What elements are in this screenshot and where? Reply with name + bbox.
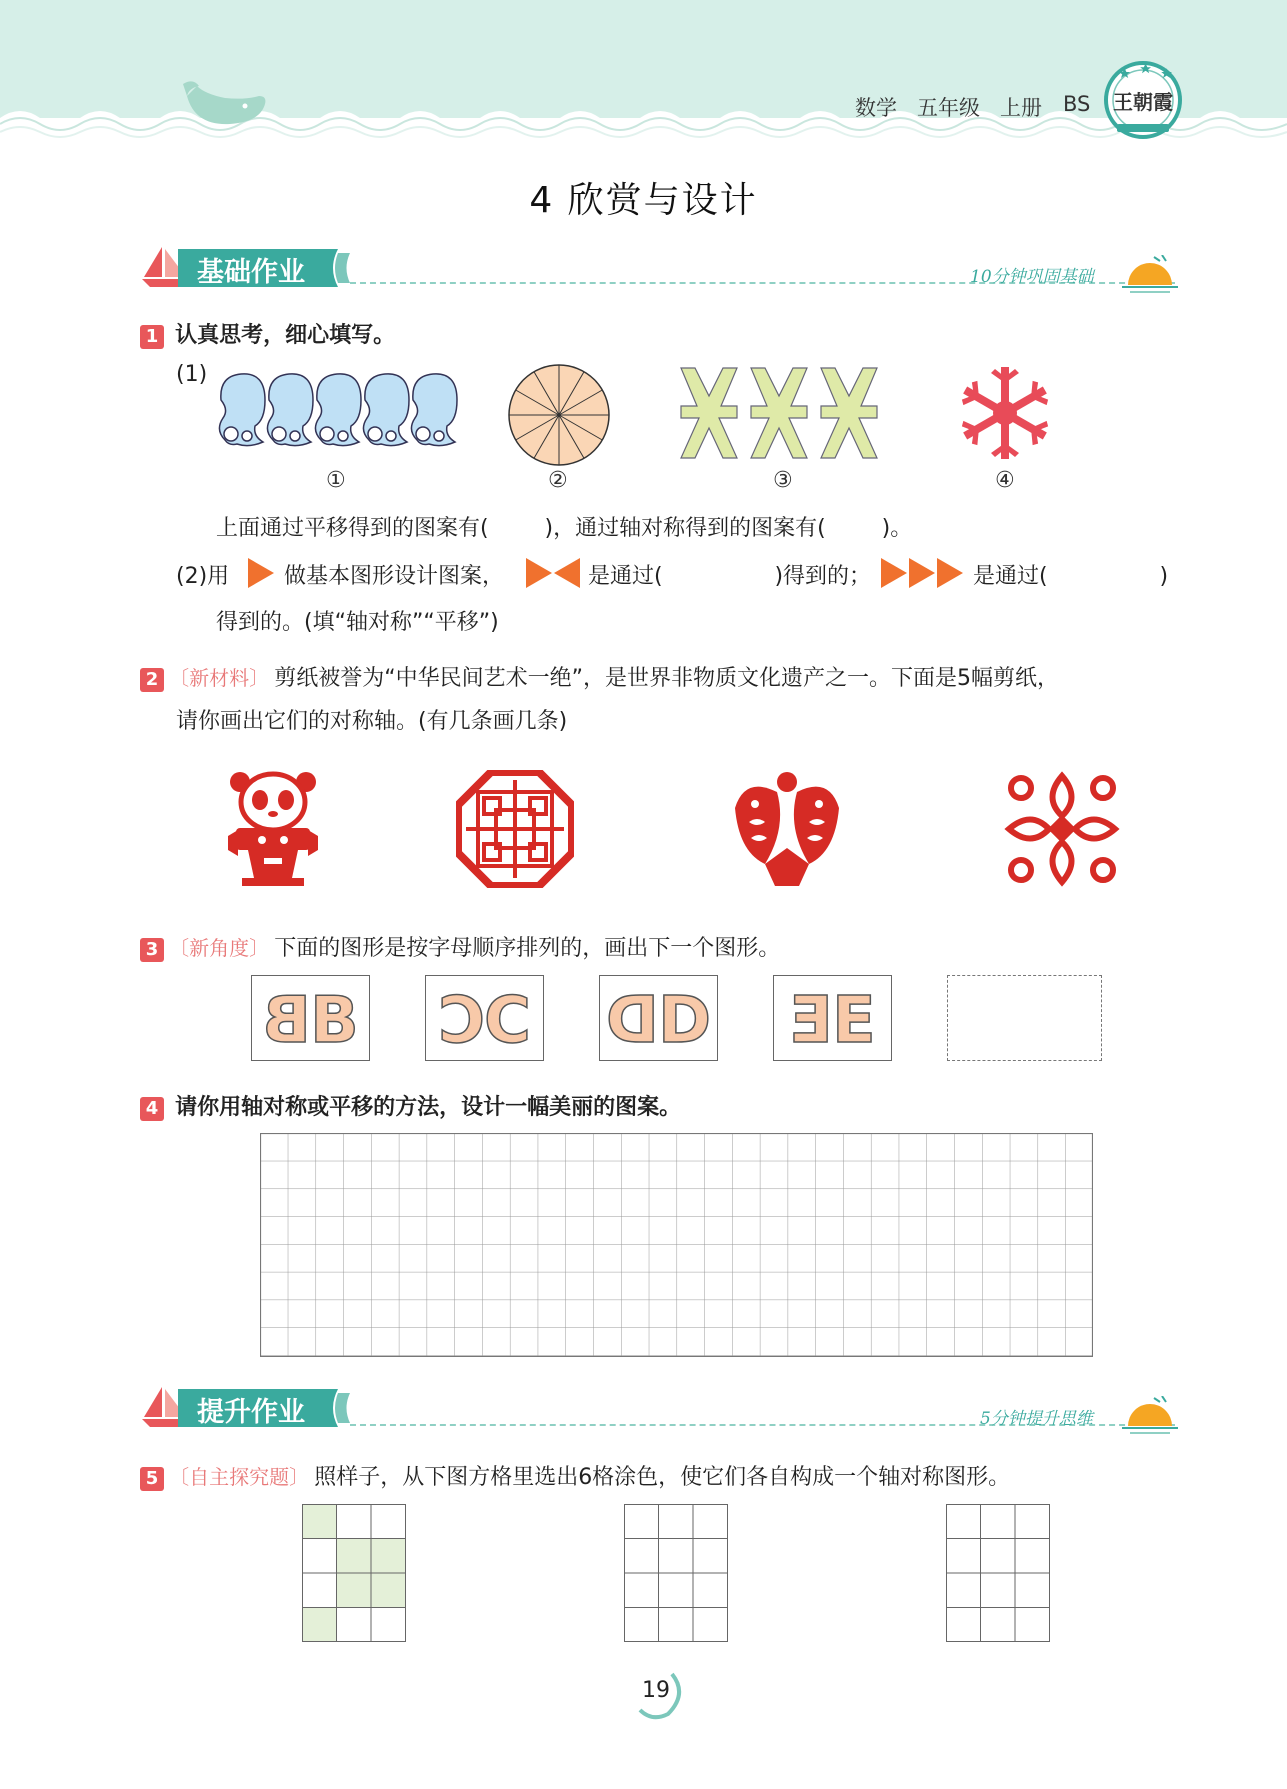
q3-text: 下面的图形是按字母顺序排列的，画出下一个图形。 bbox=[274, 936, 781, 961]
q1-part2-e: 得到的。(填“轴对称”“平移”) bbox=[216, 610, 499, 635]
header-edition: BS bbox=[1063, 92, 1091, 116]
q3-row bbox=[140, 931, 780, 962]
q5-number: 5 bbox=[140, 1467, 164, 1491]
bowtie-icon bbox=[524, 556, 582, 590]
q5-answer-grid-2[interactable] bbox=[946, 1504, 1050, 1642]
papercut-panda-figure bbox=[228, 770, 318, 888]
papercut-octagon-figure bbox=[456, 770, 574, 888]
q1-prompt-row bbox=[140, 318, 395, 349]
page-title: 4 欣赏与设计 bbox=[529, 180, 758, 221]
section-adv-note: 5分钟提升思维 bbox=[980, 1409, 1093, 1429]
q4-number: 4 bbox=[140, 1097, 164, 1121]
q2-line1: 剪纸被誉为“中华民间艺术一绝”，是世界非物质文化遗产之一。下面是5幅剪纸， bbox=[274, 666, 1059, 691]
q4-row bbox=[140, 1090, 681, 1121]
section-adv-label: 提升作业 bbox=[197, 1397, 305, 1428]
q4-drawing-grid[interactable] bbox=[260, 1133, 1093, 1357]
q3-letter-d-mirror: D bbox=[605, 984, 659, 1058]
q5-text: 照样子，从下图方格里选出6格涂色，使它们各自构成一个轴对称图形。 bbox=[314, 1465, 1011, 1490]
brand-name: 王朝霞 bbox=[1113, 90, 1173, 114]
q3-letter-c-mirror: C bbox=[438, 984, 485, 1058]
q5-tag: 〔自主探究题〕 bbox=[169, 1465, 310, 1489]
q3-letter-b-mirror: B bbox=[262, 984, 311, 1058]
q3-letter-b: B bbox=[310, 984, 359, 1058]
q1-caption-4: ④ bbox=[995, 468, 1015, 493]
q3-letter-e-mirror: E bbox=[789, 984, 833, 1058]
header-volume: 上册 bbox=[1000, 96, 1042, 120]
section-basic-label: 基础作业 bbox=[197, 257, 305, 288]
q3-letter-e: E bbox=[832, 984, 876, 1058]
q4-text: 请你用轴对称或平移的方法，设计一幅美丽的图案。 bbox=[175, 1095, 682, 1120]
q1-pattern-2-figure bbox=[506, 362, 612, 468]
q3-mirror-d-figure bbox=[600, 976, 717, 1060]
papercut-fish-figure bbox=[725, 768, 849, 888]
q3-tag: 〔新角度〕 bbox=[169, 936, 270, 960]
q3-letter-box-d bbox=[599, 975, 718, 1061]
q2-line2: 请你画出它们的对称轴。(有几条画几条) bbox=[176, 709, 568, 734]
q1-pattern-1-figure bbox=[215, 370, 460, 450]
q3-number: 3 bbox=[140, 938, 164, 962]
header-subject: 数学 bbox=[855, 96, 897, 120]
q3-letter-box-c bbox=[425, 975, 544, 1061]
q1-caption-2: ② bbox=[548, 468, 568, 493]
q3-letter-box-b bbox=[251, 975, 370, 1061]
q2-tag: 〔新材料〕 bbox=[169, 666, 270, 690]
page-number: 19 bbox=[642, 1678, 670, 1703]
triple-triangle-icon bbox=[879, 556, 967, 590]
sunrise-icon bbox=[1122, 255, 1178, 295]
q1-part1-sentence: 上面通过平移得到的图案有( )，通过轴对称得到的图案有( )。 bbox=[216, 516, 913, 541]
triangle-right-icon bbox=[246, 556, 276, 590]
q1-part2-c: 是通过( )得到的； bbox=[588, 564, 872, 589]
q5-example-grid bbox=[302, 1504, 406, 1642]
q1-prompt: 认真思考，细心填写。 bbox=[175, 323, 396, 348]
header-grade: 五年级 bbox=[917, 96, 980, 120]
q1-caption-1: ① bbox=[326, 468, 346, 493]
q2-row bbox=[140, 661, 1059, 692]
q1-part2-a: (2)用 bbox=[176, 564, 230, 589]
q1-pattern-3-figure bbox=[677, 366, 887, 462]
q3-mirror-e-figure bbox=[774, 976, 891, 1060]
q1-part2-b: 做基本图形设计图案， bbox=[284, 564, 505, 589]
sunrise-icon-2 bbox=[1122, 1396, 1178, 1436]
brand-seal bbox=[1103, 60, 1183, 140]
q5-answer-grid-1[interactable] bbox=[624, 1504, 728, 1642]
q1-pattern-4-figure bbox=[959, 363, 1051, 463]
q2-number: 2 bbox=[140, 668, 164, 692]
whale-icon bbox=[175, 76, 275, 130]
q5-row bbox=[140, 1460, 1010, 1491]
q3-mirror-b-figure bbox=[252, 976, 369, 1060]
q1-caption-3: ③ bbox=[773, 468, 793, 493]
q1-number: 1 bbox=[140, 325, 164, 349]
papercut-flower-figure bbox=[1001, 768, 1123, 890]
q3-letter-box-e bbox=[773, 975, 892, 1061]
q3-answer-box[interactable] bbox=[947, 975, 1102, 1061]
section-basic-note: 10分钟巩固基础 bbox=[970, 267, 1094, 287]
q1-part2-d: 是通过( ) bbox=[973, 564, 1169, 589]
q3-mirror-c-figure bbox=[426, 976, 543, 1060]
q3-letter-c: C bbox=[484, 984, 531, 1058]
q1-part1-label: (1) bbox=[176, 362, 208, 387]
q3-letter-d: D bbox=[658, 984, 712, 1058]
